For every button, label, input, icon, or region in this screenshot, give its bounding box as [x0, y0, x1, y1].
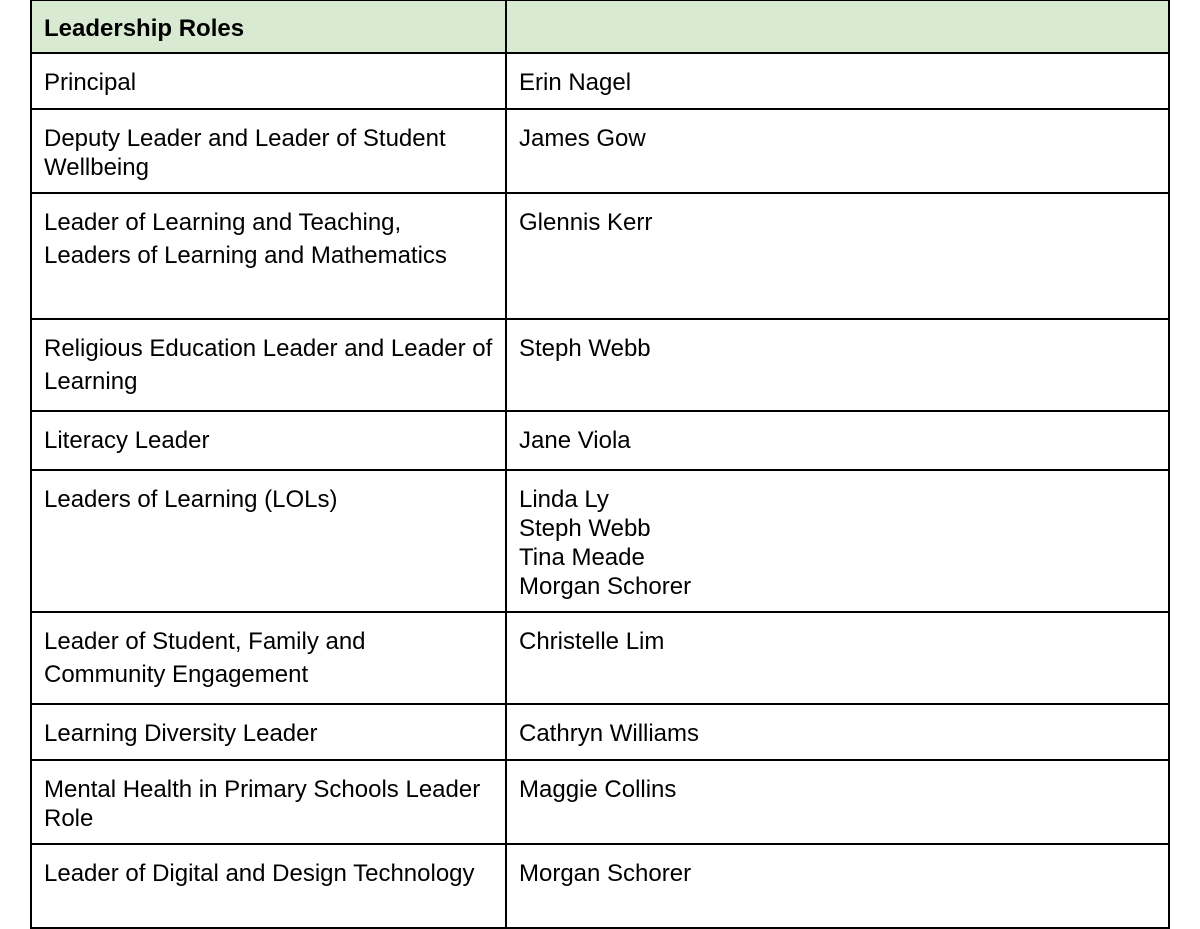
- role-cell: Literacy Leader: [31, 411, 506, 470]
- table-row: [31, 109, 1169, 193]
- leadership-roles-table: [30, 0, 1170, 929]
- role-cell: Leader of Learning and Teaching, Leaders of Learning and Mathematics: [31, 193, 506, 319]
- person-name: Morgan Schorer: [519, 860, 692, 887]
- header-cell-names: [506, 0, 1169, 53]
- name-cell: [506, 193, 1169, 319]
- person-name: Linda Ly: [519, 486, 609, 513]
- person-name: Steph Webb: [519, 515, 651, 542]
- name-cell: [506, 612, 1169, 704]
- role-cell: Religious Education Leader and Leader of Learning: [31, 319, 506, 411]
- table-row: [31, 193, 1169, 319]
- person-name: Maggie Collins: [519, 776, 677, 803]
- table-row: [31, 612, 1169, 704]
- table-row: [31, 470, 1169, 612]
- name-cell: [506, 704, 1169, 760]
- person-name: Steph Webb: [519, 335, 651, 362]
- table-row: [31, 760, 1169, 844]
- name-cell: [506, 53, 1169, 109]
- person-name: Jane Viola: [519, 427, 631, 454]
- name-cell: [506, 319, 1169, 411]
- name-cell: [506, 411, 1169, 470]
- name-cell: [506, 109, 1169, 193]
- table-row: [31, 411, 1169, 470]
- person-name: James Gow: [519, 125, 646, 152]
- person-name: Morgan Schorer: [519, 573, 692, 600]
- role-cell: Leader of Student, Family and Community Engagement: [31, 612, 506, 704]
- name-cell: [506, 844, 1169, 928]
- person-name: Christelle Lim: [519, 628, 665, 655]
- person-name: Glennis Kerr: [519, 209, 653, 236]
- role-cell: Learning Diversity Leader: [31, 704, 506, 760]
- person-name: Cathryn Williams: [519, 720, 700, 747]
- name-cell: [506, 760, 1169, 844]
- header-cell-roles: Leadership Roles: [31, 0, 506, 53]
- table-row: [31, 704, 1169, 760]
- role-cell: Leader of Digital and Design Technology: [31, 844, 506, 928]
- person-name: Erin Nagel: [519, 69, 632, 96]
- role-cell: Deputy Leader and Leader of Student Wellbeing: [31, 109, 506, 193]
- table-row: [31, 53, 1169, 109]
- person-name: Tina Meade: [519, 544, 645, 571]
- table-header-row: [31, 0, 1169, 53]
- name-cell: [506, 470, 1169, 612]
- leadership-roles-document: [30, 0, 1168, 929]
- role-cell: Leaders of Learning (LOLs): [31, 470, 506, 612]
- role-cell: Principal: [31, 53, 506, 109]
- role-cell: Mental Health in Primary Schools Leader Role: [31, 760, 506, 844]
- table-row: [31, 844, 1169, 928]
- table-row: [31, 319, 1169, 411]
